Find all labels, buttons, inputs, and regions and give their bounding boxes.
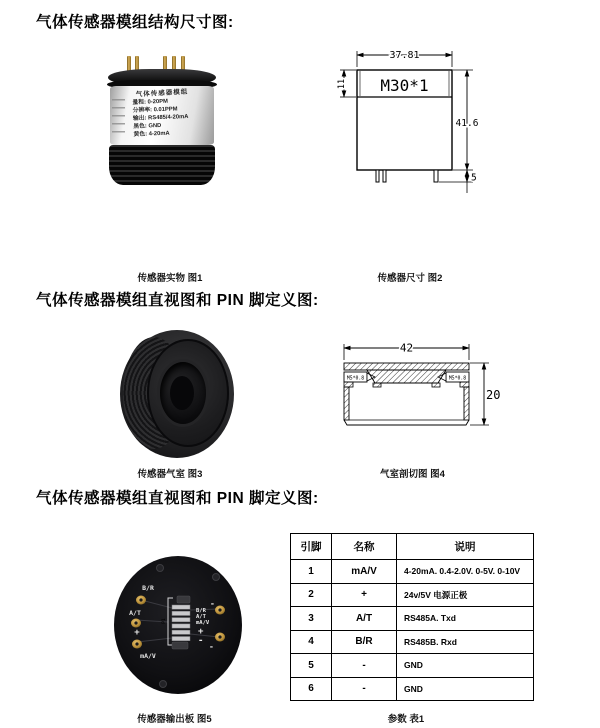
label-line-yellow: 黄色: 4-20mA	[133, 130, 170, 138]
height-dim-label: 41.6	[455, 118, 479, 129]
cell-desc: 4-20mA. 0.4-2.0V. 0-5V. 0-10V	[397, 560, 534, 584]
label-line-output: 输出: RS485/4-20mA	[132, 114, 189, 122]
label-line-resolution: 分辨率: 0.01PPM	[132, 106, 178, 114]
connector-ref-label: P1	[162, 618, 167, 624]
section3-heading: 气体传感器模组直视图和 PIN 脚定义图:	[36, 490, 319, 507]
cell-desc: RS485A. Txd	[397, 607, 534, 631]
gas-chamber-photo	[120, 330, 234, 458]
screw-hole	[160, 681, 167, 688]
table1-caption: 参数 表1	[387, 714, 425, 725]
sensor-label-side-marks	[112, 99, 125, 139]
screw-hole	[213, 574, 220, 581]
pin-length-dim-label: 5	[471, 172, 477, 184]
pcb-left-label-plus: +	[134, 628, 140, 638]
fig4-caption: 气室剖切图 图4	[380, 469, 445, 480]
smd-chip	[177, 596, 190, 603]
table-row	[291, 630, 534, 654]
smd-chip	[172, 642, 188, 649]
chamber-hole	[170, 376, 194, 410]
pcb-left-label-mav: mA/V	[140, 652, 156, 660]
pin-definition-table	[290, 533, 534, 701]
cell-pin: 4	[291, 630, 332, 654]
fig3-caption: 传感器气室 图3	[137, 469, 203, 480]
table-row	[291, 583, 534, 607]
sensor-label	[110, 86, 214, 145]
cell-name: +	[332, 583, 397, 607]
pcb-center-label-plus: +	[198, 627, 204, 637]
table-header-row	[291, 534, 534, 560]
thread-left-label: M5*0.8	[346, 376, 365, 382]
cell-desc: 24v/5V 电源正极	[397, 583, 534, 607]
cell-name: -	[332, 677, 397, 701]
section-height-dim-label: 20	[486, 388, 501, 402]
cell-desc: GND	[397, 677, 534, 701]
cell-desc: GND	[397, 654, 534, 678]
cell-pin: 5	[291, 654, 332, 678]
section-width-dim-label: 42	[399, 341, 414, 355]
fig2-caption: 传感器尺寸 图2	[377, 273, 443, 284]
label-line-range: 量程: 0-20PM	[132, 98, 168, 106]
output-pcb-photo	[108, 548, 248, 698]
sensor-label-lines	[132, 97, 189, 139]
cell-desc: RS485B. Rxd	[397, 630, 534, 654]
cell-name: -	[332, 654, 397, 678]
pcb-minus-top: -	[210, 599, 215, 608]
thread-spec-label: M30*1	[380, 76, 429, 95]
cell-pin: 2	[291, 583, 332, 607]
label-line-black: 黑色: GND	[133, 122, 162, 130]
pcb-left-label-br: B/R	[142, 584, 154, 592]
dimension-drawing	[332, 40, 504, 198]
pcb-center-label-minus: -	[198, 636, 204, 646]
pcb-minus-bottom: -	[209, 642, 214, 651]
section2-heading: 气体传感器模组直视图和 PIN 脚定义图:	[36, 292, 319, 309]
pcb-left-label-at: A/T	[129, 609, 141, 617]
cell-name: mA/V	[332, 560, 397, 584]
sensor-ribbed-base	[109, 145, 215, 185]
screw-hole	[157, 565, 164, 572]
table-row	[291, 560, 534, 584]
cell-pin: 3	[291, 607, 332, 631]
pcb-center-label-br: B/R	[196, 608, 206, 614]
cell-pin: 6	[291, 677, 332, 701]
cell-name: B/R	[332, 630, 397, 654]
band-height-dim-label: 11	[337, 78, 347, 90]
width-dim-label: 37.81	[389, 50, 420, 61]
header-pin: 引脚	[291, 534, 332, 560]
pcb-center-label-at: A/T	[196, 614, 206, 620]
header-name: 名称	[332, 534, 397, 560]
header-desc: 说明	[397, 534, 534, 560]
table-row	[291, 677, 534, 701]
sensor-label-title: 气体传感器模组	[135, 88, 189, 99]
cell-name: A/T	[332, 607, 397, 631]
cell-pin: 1	[291, 560, 332, 584]
thread-right-label: M5*0.8	[448, 376, 467, 382]
table-row	[291, 654, 534, 678]
table-row	[291, 607, 534, 631]
section-drawing	[332, 330, 504, 452]
fig5-caption: 传感器输出板 图5	[137, 714, 212, 725]
sensor-photo	[110, 55, 214, 187]
fig1-caption: 传感器实物 图1	[137, 273, 203, 284]
section1-heading: 气体传感器模组结构尺寸图:	[36, 14, 234, 31]
pcb-center-label-mav: mA/V	[196, 620, 210, 626]
